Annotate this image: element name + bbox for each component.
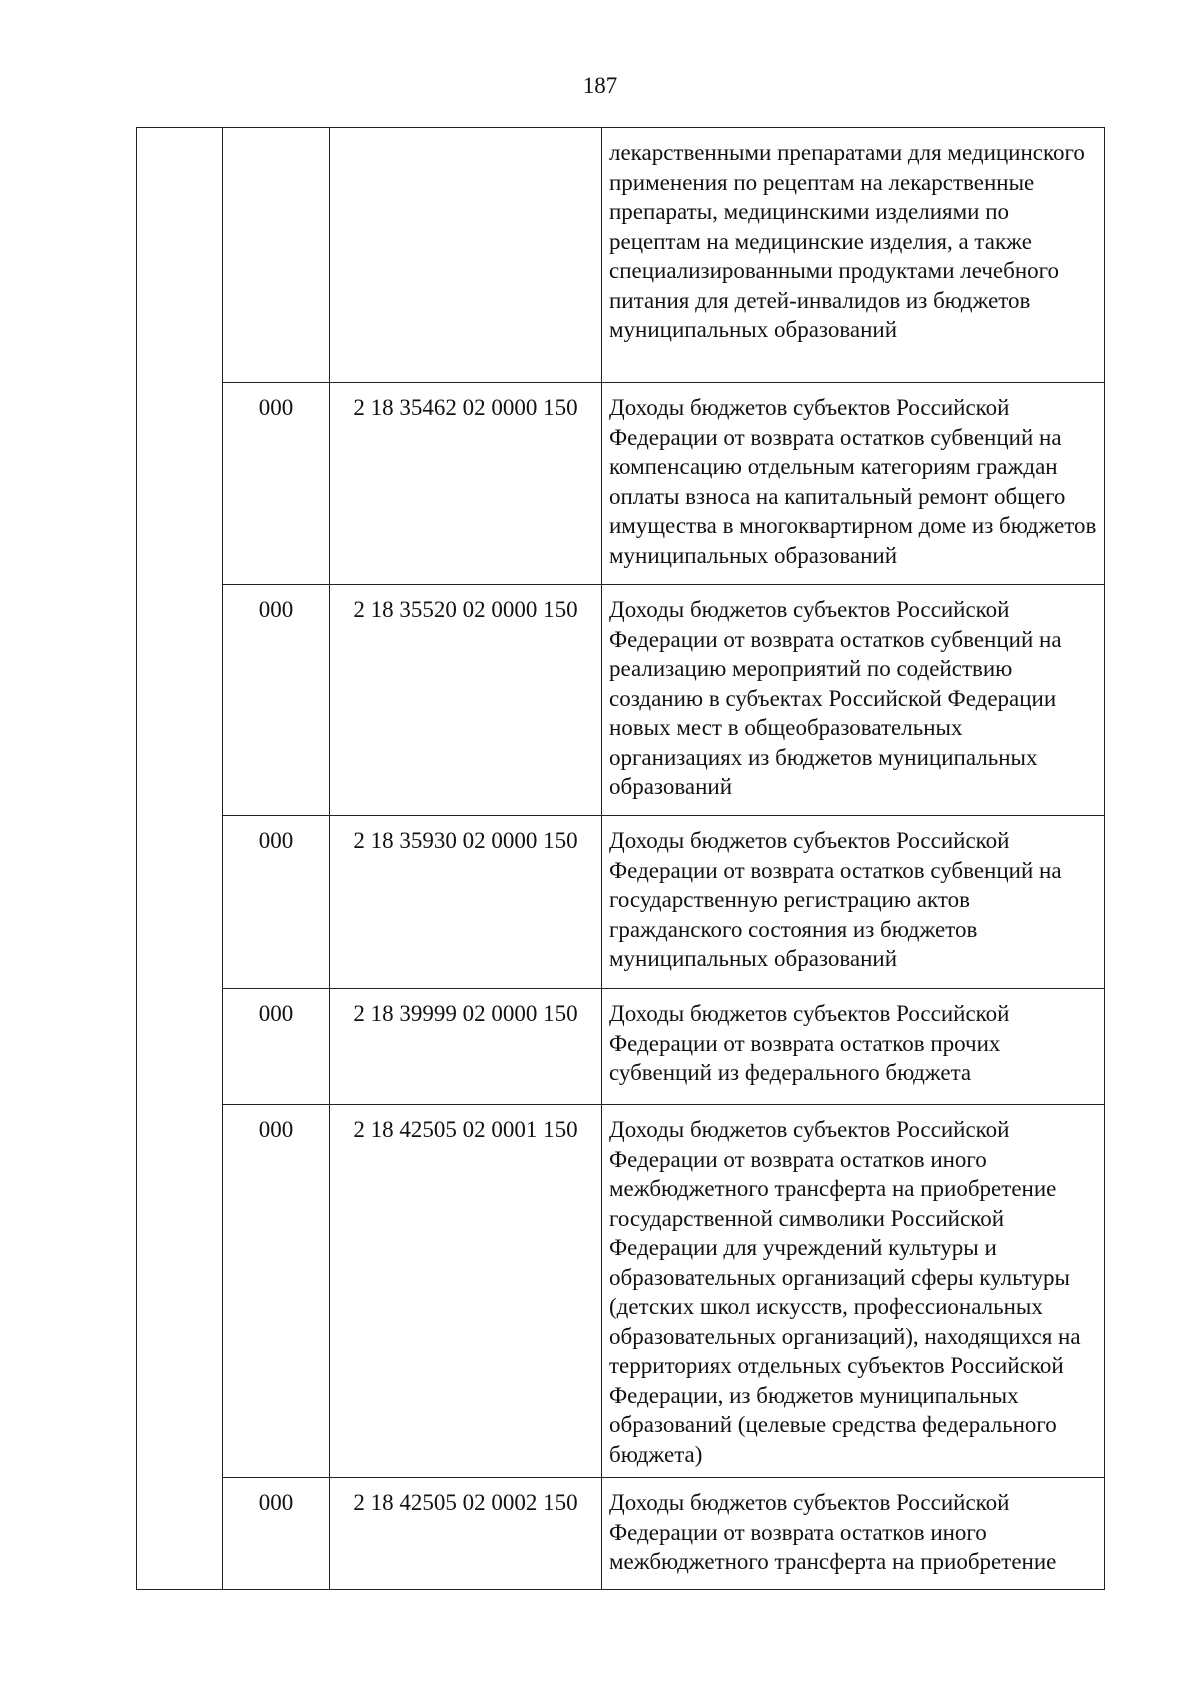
budget-code-cell: 2 18 35520 02 0000 150 (330, 585, 602, 816)
description-cell: лекарственными препаратами для медицинского применения по рецептам на лекарственные препараты, медицинскими изделиями по рецептам на медицинские изделия, а также специализированными продуктами лечебного питания для детей-инвалидов из бюджетов муниципальных образований (602, 128, 1105, 383)
table-row (137, 383, 1105, 585)
page-number: 187 (582, 73, 618, 98)
description-cell: Доходы бюджетов субъектов Российской Федерации от возврата остатков субвенций на реализацию мероприятий по содействию созданию в субъектах Российской Федерации новых мест в общеобразовательных организациях из бюджетов муниципальных образований (602, 585, 1105, 816)
table-row (137, 989, 1105, 1105)
admin-code-cell: 000 (223, 1105, 330, 1478)
budget-code-cell: 2 18 35462 02 0000 150 (330, 383, 602, 585)
table-row (137, 1105, 1105, 1478)
description-cell: Доходы бюджетов субъектов Российской Федерации от возврата остатков прочих субвенций из федерального бюджета (602, 989, 1105, 1105)
admin-code-cell (223, 128, 330, 383)
description-cell: Доходы бюджетов субъектов Российской Федерации от возврата остатков иного межбюджетного трансферта на приобретение государственной символики Российской Федерации для учреждений культуры и образовательных организаций сферы культуры (детских школ искусств, профессиональных образовательных организаций), находящихся на территориях отдельных субъектов Российской Федерации, из бюджетов муниципальных образований (целевые средства федерального бюджета) (602, 1105, 1105, 1478)
budget-code-cell: 2 18 35930 02 0000 150 (330, 816, 602, 989)
table-row (137, 585, 1105, 816)
table-row (137, 128, 1105, 383)
budget-code-cell (330, 128, 602, 383)
table-row (137, 1478, 1105, 1590)
budget-code-cell: 2 18 42505 02 0002 150 (330, 1478, 602, 1590)
budget-code-cell: 2 18 42505 02 0001 150 (330, 1105, 602, 1478)
budget-code-cell: 2 18 39999 02 0000 150 (330, 989, 602, 1105)
budget-codes-table (136, 127, 1105, 1590)
description-cell: Доходы бюджетов субъектов Российской Федерации от возврата остатков субвенций на компенсацию отдельным категориям граждан оплаты взноса на капитальный ремонт общего имущества в многоквартирном доме из бюджетов муниципальных образований (602, 383, 1105, 585)
table-row (137, 816, 1105, 989)
admin-code-cell: 000 (223, 1478, 330, 1590)
admin-code-cell: 000 (223, 989, 330, 1105)
admin-code-cell: 000 (223, 816, 330, 989)
admin-code-cell: 000 (223, 585, 330, 816)
row-number-cell (137, 128, 223, 1590)
description-cell: Доходы бюджетов субъектов Российской Федерации от возврата остатков субвенций на государственную регистрацию актов гражданского состояния из бюджетов муниципальных образований (602, 816, 1105, 989)
description-cell: Доходы бюджетов субъектов Российской Федерации от возврата остатков иного межбюджетного трансферта на приобретение (602, 1478, 1105, 1590)
admin-code-cell: 000 (223, 383, 330, 585)
